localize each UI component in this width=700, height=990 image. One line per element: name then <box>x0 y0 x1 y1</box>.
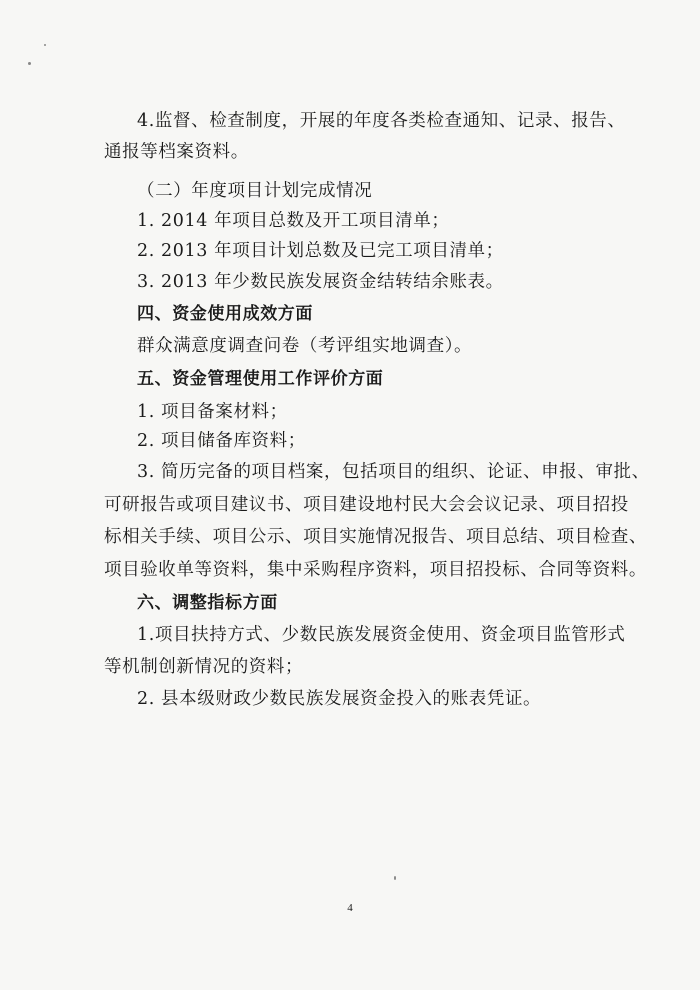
list-item: 1. 2014 年项目总数及开工项目清单； <box>137 211 450 231</box>
text-line: 4.监督、检查制度，开展的年度各类检查通知、记录、报告、 <box>137 111 626 131</box>
list-item: 2. 县本级财政少数民族发展资金投入的账表凭证。 <box>137 689 542 709</box>
list-item: 1.项目扶持方式、少数民族发展资金使用、资金项目监管形式 <box>137 625 626 645</box>
scan-speck <box>28 62 31 65</box>
list-item: 3. 简历完备的项目档案，包括项目的组织、论证、申报、审批、 <box>137 462 650 482</box>
list-item: 3. 2013 年少数民族发展资金结转结余账表。 <box>137 272 504 292</box>
list-item: 2. 2013 年项目计划总数及已完工项目清单； <box>137 241 504 261</box>
text-line: 等机制创新情况的资料； <box>104 657 304 677</box>
scan-speck <box>394 876 396 880</box>
text-line: 标相关手续、项目公示、项目实施情况报告、项目总结、项目检查、 <box>104 527 647 547</box>
text-line: 通报等档案资料。 <box>104 142 249 162</box>
section-heading: 六、调整指标方面 <box>137 593 278 613</box>
text-line: 可研报告或项目建议书、项目建设地村民大会会议记录、项目招投 <box>104 495 629 515</box>
text-line: 群众满意度调查问卷（考评组实地调查）。 <box>137 336 473 356</box>
page-number: 4 <box>347 902 353 914</box>
section-heading: 四、资金使用成效方面 <box>137 304 313 324</box>
text-line: 项目验收单等资料，集中采购程序资料，项目招投标、合同等资料。 <box>104 560 647 580</box>
scan-speck <box>44 44 46 46</box>
section-heading: （二）年度项目计划完成情况 <box>137 181 373 201</box>
section-heading: 五、资金管理使用工作评价方面 <box>137 369 384 389</box>
list-item: 1. 项目备案材料； <box>137 402 288 422</box>
list-item: 2. 项目储备库资料； <box>137 431 306 451</box>
